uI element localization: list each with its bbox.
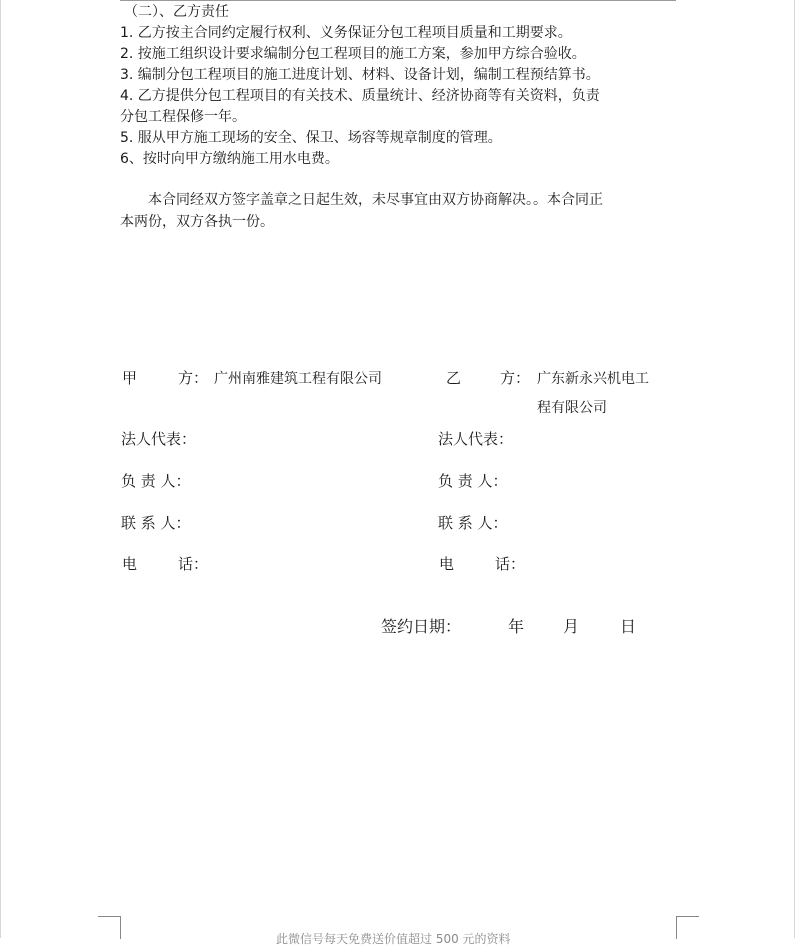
- party-a-phone-label-char2: 话：: [178, 555, 209, 573]
- party-a-rep-label: 法人代表：: [121, 430, 197, 448]
- party-a-contact-label: 联 系 人：: [121, 514, 191, 532]
- party-a-label-char1: 甲: [122, 369, 138, 387]
- closing-paragraph-line-2: 本两份，双方各执一份。: [120, 214, 274, 230]
- page-corner-mark-left: [98, 916, 121, 939]
- party-b-name-line-1: 广东新永兴机电工: [537, 371, 649, 387]
- party-b-manager-label: 负 责 人：: [438, 472, 508, 490]
- signing-date-label: 签约日期：: [381, 617, 462, 636]
- party-a-label-char2: 方：: [178, 369, 209, 387]
- clause-6: 6、按时向甲方缴纳施工用水电费。: [120, 151, 339, 167]
- party-b-phone-label-char1: 电: [439, 555, 455, 573]
- closing-paragraph-line-1: 本合同经双方签字盖章之日起生效，未尽事宜由双方协商解决。。本合同正: [148, 192, 603, 208]
- header-rule: [120, 0, 676, 1]
- clause-4: 4. 乙方提供分包工程项目的有关技术、质量统计、经济协商等有关资料，负责: [120, 88, 600, 104]
- clause-1: 1. 乙方按主合同约定履行权利、义务保证分包工程项目质量和工期要求。: [120, 25, 572, 41]
- party-a-phone-label-char1: 电: [122, 555, 138, 573]
- signing-date-month: 月: [563, 617, 580, 636]
- page-edge-left: [0, 0, 1, 938]
- page-corner-mark-right: [676, 916, 699, 939]
- party-b-name-line-2: 程有限公司: [537, 400, 607, 416]
- party-b-label-char1: 乙: [446, 369, 462, 387]
- party-b-phone-label-char2: 话：: [495, 555, 526, 573]
- section-title: （二）、乙方责任: [124, 4, 229, 20]
- footer-text: 此微信号每天免费送价值超过 500 元的资料: [276, 932, 511, 946]
- party-a-name: 广州南雅建筑工程有限公司: [214, 371, 382, 387]
- clause-2: 2. 按施工组织设计要求编制分包工程项目的施工方案，参加甲方综合验收。: [120, 46, 586, 62]
- party-b-label-char2: 方：: [500, 369, 531, 387]
- party-b-contact-label: 联 系 人：: [438, 514, 508, 532]
- party-b-rep-label: 法人代表：: [438, 430, 514, 448]
- clause-3: 3. 编制分包工程项目的施工进度计划、材料、设备计划，编制工程预结算书。: [120, 67, 600, 83]
- signing-date-day: 日: [620, 617, 637, 636]
- signing-date-year: 年: [508, 617, 525, 636]
- clause-5: 5. 服从甲方施工现场的安全、保卫、场容等规章制度的管理。: [120, 130, 502, 146]
- party-a-manager-label: 负 责 人：: [121, 472, 191, 490]
- clause-4-continued: 分包工程保修一年。: [120, 109, 246, 125]
